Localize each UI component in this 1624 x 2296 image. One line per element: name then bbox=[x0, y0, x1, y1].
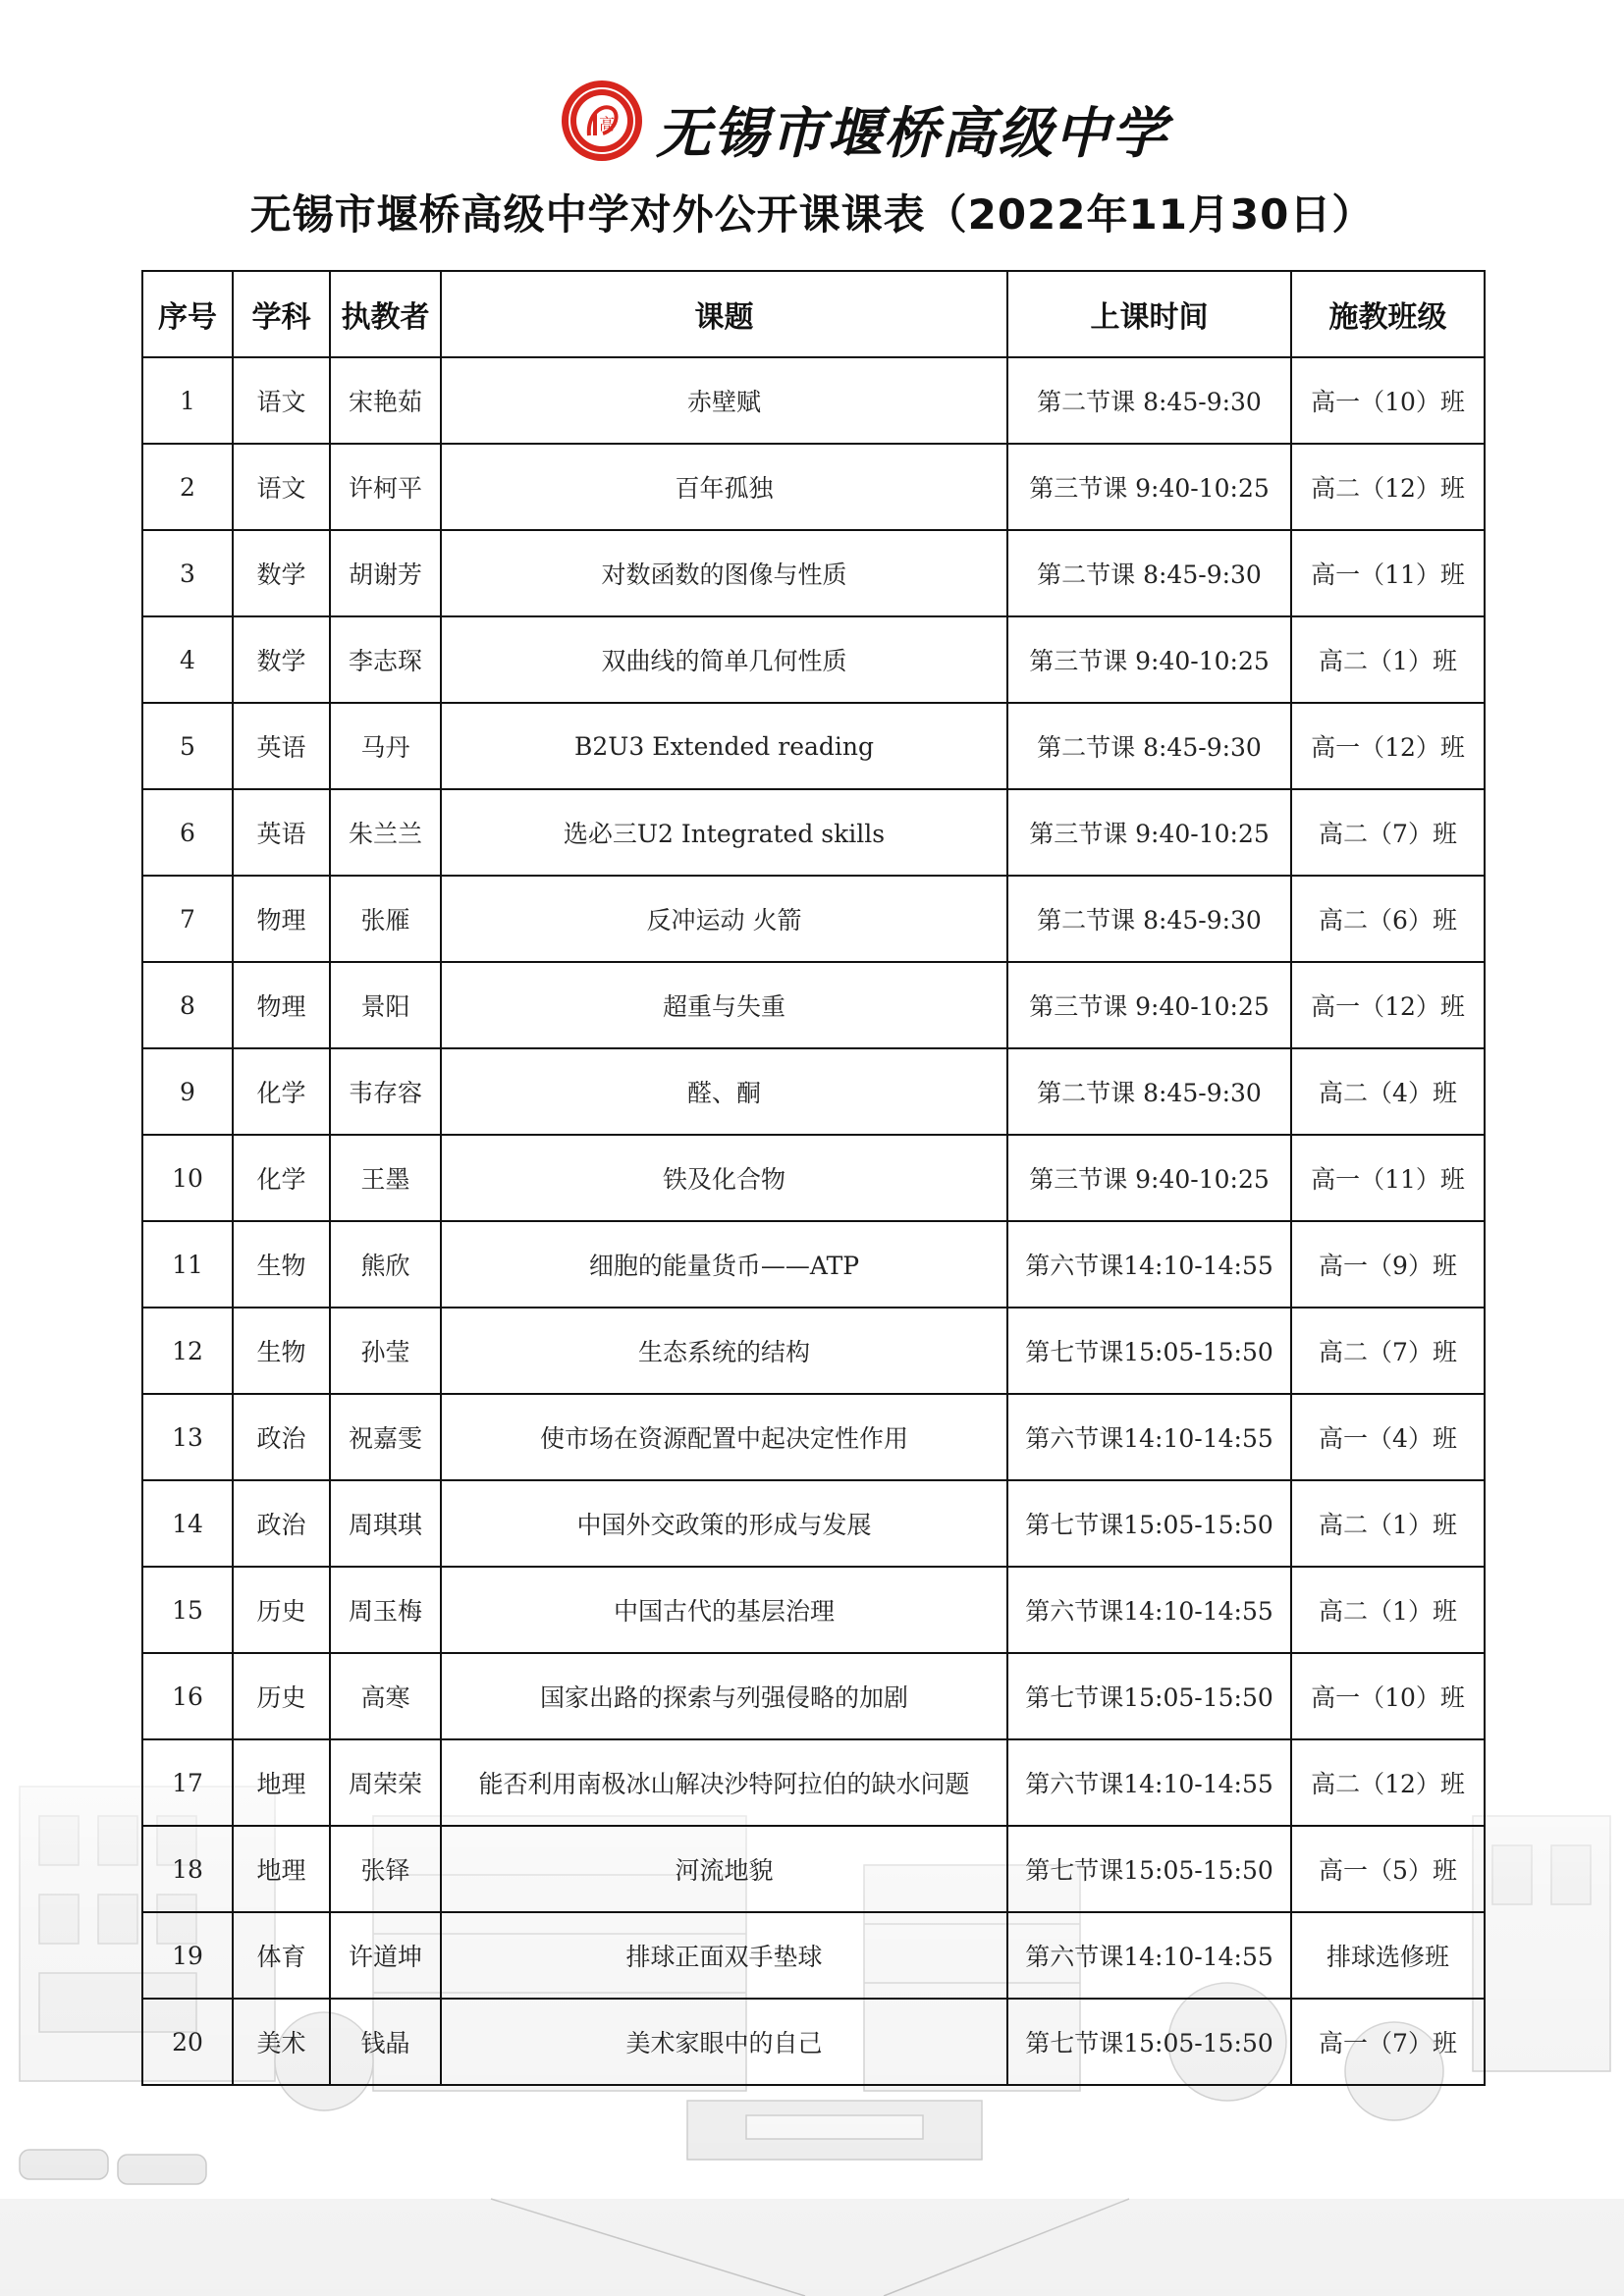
cell-teacher: 张铎 bbox=[330, 1826, 441, 1912]
cell-class: 高一（11）班 bbox=[1291, 1135, 1485, 1221]
cell-time: 第七节课15:05-15:50 bbox=[1007, 1999, 1291, 2085]
cell-subject: 体育 bbox=[233, 1912, 330, 1999]
cell-subject: 化学 bbox=[233, 1135, 330, 1221]
cell-subject: 历史 bbox=[233, 1567, 330, 1653]
cell-subject: 数学 bbox=[233, 530, 330, 616]
cell-no: 14 bbox=[142, 1480, 233, 1567]
cell-teacher: 胡谢芳 bbox=[330, 530, 441, 616]
cell-no: 1 bbox=[142, 357, 233, 444]
table-row bbox=[142, 1480, 1485, 1567]
table-row bbox=[142, 530, 1485, 616]
table-row bbox=[142, 1912, 1485, 1999]
cell-time: 第三节课 9:40-10:25 bbox=[1007, 616, 1291, 703]
cell-topic: 双曲线的简单几何性质 bbox=[441, 616, 1007, 703]
cell-no: 5 bbox=[142, 703, 233, 789]
cell-time: 第七节课15:05-15:50 bbox=[1007, 1480, 1291, 1567]
column-header-no: 序号 bbox=[142, 271, 233, 357]
table-row bbox=[142, 444, 1485, 530]
table-row bbox=[142, 876, 1485, 962]
table-row bbox=[142, 1221, 1485, 1308]
cell-class: 高二（1）班 bbox=[1291, 1480, 1485, 1567]
school-name: 无锡市堰桥高级中学 bbox=[656, 101, 1168, 166]
cell-time: 第三节课 9:40-10:25 bbox=[1007, 444, 1291, 530]
cell-class: 高一（5）班 bbox=[1291, 1826, 1485, 1912]
cell-teacher: 张雁 bbox=[330, 876, 441, 962]
cell-class: 高一（12）班 bbox=[1291, 962, 1485, 1048]
table-header-row bbox=[142, 271, 1485, 357]
cell-time: 第二节课 8:45-9:30 bbox=[1007, 1048, 1291, 1135]
cell-topic: 中国古代的基层治理 bbox=[441, 1567, 1007, 1653]
cell-time: 第七节课15:05-15:50 bbox=[1007, 1826, 1291, 1912]
cell-subject: 物理 bbox=[233, 876, 330, 962]
cell-no: 13 bbox=[142, 1394, 233, 1480]
cell-subject: 地理 bbox=[233, 1739, 330, 1826]
table-row bbox=[142, 1308, 1485, 1394]
cell-class: 高一（10）班 bbox=[1291, 1653, 1485, 1739]
cell-topic: 细胞的能量货币——ATP bbox=[441, 1221, 1007, 1308]
cell-time: 第七节课15:05-15:50 bbox=[1007, 1308, 1291, 1394]
cell-topic: 能否利用南极冰山解决沙特阿拉伯的缺水问题 bbox=[441, 1739, 1007, 1826]
cell-topic: 醛、酮 bbox=[441, 1048, 1007, 1135]
table-row bbox=[142, 1567, 1485, 1653]
cell-no: 11 bbox=[142, 1221, 233, 1308]
cell-subject: 历史 bbox=[233, 1653, 330, 1739]
cell-class: 高二（1）班 bbox=[1291, 1567, 1485, 1653]
cell-class: 高二（6）班 bbox=[1291, 876, 1485, 962]
cell-time: 第六节课14:10-14:55 bbox=[1007, 1739, 1291, 1826]
cell-class: 高二（4）班 bbox=[1291, 1048, 1485, 1135]
cell-topic: 赤壁赋 bbox=[441, 357, 1007, 444]
cell-teacher: 钱晶 bbox=[330, 1999, 441, 2085]
cell-teacher: 宋艳茹 bbox=[330, 357, 441, 444]
cell-class: 高一（7）班 bbox=[1291, 1999, 1485, 2085]
column-header-topic: 课题 bbox=[441, 271, 1007, 357]
cell-no: 20 bbox=[142, 1999, 233, 2085]
cell-time: 第二节课 8:45-9:30 bbox=[1007, 530, 1291, 616]
cell-time: 第三节课 9:40-10:25 bbox=[1007, 1135, 1291, 1221]
cell-topic: 生态系统的结构 bbox=[441, 1308, 1007, 1394]
cell-teacher: 马丹 bbox=[330, 703, 441, 789]
cell-teacher: 许道坤 bbox=[330, 1912, 441, 1999]
cell-no: 17 bbox=[142, 1739, 233, 1826]
column-header-subject: 学科 bbox=[233, 271, 330, 357]
cell-teacher: 祝嘉雯 bbox=[330, 1394, 441, 1480]
cell-class: 高二（7）班 bbox=[1291, 789, 1485, 876]
table-row bbox=[142, 1135, 1485, 1221]
cell-teacher: 周玉梅 bbox=[330, 1567, 441, 1653]
cell-topic: 超重与失重 bbox=[441, 962, 1007, 1048]
cell-no: 18 bbox=[142, 1826, 233, 1912]
column-header-time: 上课时间 bbox=[1007, 271, 1291, 357]
cell-time: 第二节课 8:45-9:30 bbox=[1007, 703, 1291, 789]
table-row bbox=[142, 357, 1485, 444]
table-row bbox=[142, 703, 1485, 789]
table-row bbox=[142, 962, 1485, 1048]
cell-teacher: 周琪琪 bbox=[330, 1480, 441, 1567]
cell-topic: 河流地貌 bbox=[441, 1826, 1007, 1912]
cell-subject: 语文 bbox=[233, 444, 330, 530]
cell-topic: 铁及化合物 bbox=[441, 1135, 1007, 1221]
cell-subject: 政治 bbox=[233, 1480, 330, 1567]
cell-time: 第六节课14:10-14:55 bbox=[1007, 1912, 1291, 1999]
column-header-teacher: 执教者 bbox=[330, 271, 441, 357]
cell-time: 第三节课 9:40-10:25 bbox=[1007, 789, 1291, 876]
cell-subject: 美术 bbox=[233, 1999, 330, 2085]
cell-subject: 语文 bbox=[233, 357, 330, 444]
table-row bbox=[142, 1826, 1485, 1912]
cell-topic: 排球正面双手垫球 bbox=[441, 1912, 1007, 1999]
cell-teacher: 周荣荣 bbox=[330, 1739, 441, 1826]
cell-teacher: 孙莹 bbox=[330, 1308, 441, 1394]
table-row bbox=[142, 1394, 1485, 1480]
cell-topic: 国家出路的探索与列强侵略的加剧 bbox=[441, 1653, 1007, 1739]
table-row bbox=[142, 1999, 1485, 2085]
cell-topic: 反冲运动 火箭 bbox=[441, 876, 1007, 962]
table-row bbox=[142, 789, 1485, 876]
cell-time: 第六节课14:10-14:55 bbox=[1007, 1394, 1291, 1480]
cell-no: 8 bbox=[142, 962, 233, 1048]
cell-class: 高一（4）班 bbox=[1291, 1394, 1485, 1480]
cell-class: 高一（10）班 bbox=[1291, 357, 1485, 444]
table-row bbox=[142, 616, 1485, 703]
cell-no: 3 bbox=[142, 530, 233, 616]
cell-topic: B2U3 Extended reading bbox=[441, 703, 1007, 789]
cell-topic: 选必三U2 Integrated skills bbox=[441, 789, 1007, 876]
cell-no: 16 bbox=[142, 1653, 233, 1739]
cell-no: 6 bbox=[142, 789, 233, 876]
cell-no: 7 bbox=[142, 876, 233, 962]
table-row bbox=[142, 1739, 1485, 1826]
cell-teacher: 高寒 bbox=[330, 1653, 441, 1739]
cell-teacher: 李志琛 bbox=[330, 616, 441, 703]
cell-time: 第七节课15:05-15:50 bbox=[1007, 1653, 1291, 1739]
cell-subject: 英语 bbox=[233, 789, 330, 876]
letterhead bbox=[0, 79, 1624, 177]
cell-subject: 生物 bbox=[233, 1308, 330, 1394]
cell-teacher: 韦存容 bbox=[330, 1048, 441, 1135]
cell-topic: 百年孤独 bbox=[441, 444, 1007, 530]
schedule-table bbox=[141, 270, 1486, 2086]
cell-subject: 生物 bbox=[233, 1221, 330, 1308]
document-title: 无锡市堰桥高级中学对外公开课课表（2022年11月30日） bbox=[249, 190, 1375, 239]
cell-teacher: 景阳 bbox=[330, 962, 441, 1048]
svg-text:高: 高 bbox=[598, 115, 616, 133]
cell-teacher: 许柯平 bbox=[330, 444, 441, 530]
cell-time: 第六节课14:10-14:55 bbox=[1007, 1221, 1291, 1308]
cell-class: 高二（7）班 bbox=[1291, 1308, 1485, 1394]
cell-no: 15 bbox=[142, 1567, 233, 1653]
cell-subject: 英语 bbox=[233, 703, 330, 789]
cell-subject: 物理 bbox=[233, 962, 330, 1048]
cell-time: 第二节课 8:45-9:30 bbox=[1007, 876, 1291, 962]
cell-subject: 政治 bbox=[233, 1394, 330, 1480]
cell-teacher: 熊欣 bbox=[330, 1221, 441, 1308]
cell-no: 19 bbox=[142, 1912, 233, 1999]
cell-class: 高二（12）班 bbox=[1291, 1739, 1485, 1826]
cell-teacher: 朱兰兰 bbox=[330, 789, 441, 876]
cell-topic: 对数函数的图像与性质 bbox=[441, 530, 1007, 616]
cell-subject: 数学 bbox=[233, 616, 330, 703]
cell-class: 高二（1）班 bbox=[1291, 616, 1485, 703]
table-row bbox=[142, 1048, 1485, 1135]
cell-class: 高一（9）班 bbox=[1291, 1221, 1485, 1308]
cell-topic: 中国外交政策的形成与发展 bbox=[441, 1480, 1007, 1567]
cell-no: 2 bbox=[142, 444, 233, 530]
cell-subject: 地理 bbox=[233, 1826, 330, 1912]
cell-topic: 美术家眼中的自己 bbox=[441, 1999, 1007, 2085]
cell-time: 第三节课 9:40-10:25 bbox=[1007, 962, 1291, 1048]
table-row bbox=[142, 1653, 1485, 1739]
cell-time: 第二节课 8:45-9:30 bbox=[1007, 357, 1291, 444]
cell-class: 高一（12）班 bbox=[1291, 703, 1485, 789]
cell-no: 4 bbox=[142, 616, 233, 703]
cell-no: 10 bbox=[142, 1135, 233, 1221]
cell-topic: 使市场在资源配置中起决定性作用 bbox=[441, 1394, 1007, 1480]
cell-class: 高二（12）班 bbox=[1291, 444, 1485, 530]
school-seal-icon bbox=[560, 79, 644, 163]
table-body bbox=[142, 357, 1485, 2085]
cell-class: 高一（11）班 bbox=[1291, 530, 1485, 616]
cell-teacher: 王墨 bbox=[330, 1135, 441, 1221]
column-header-class: 施教班级 bbox=[1291, 271, 1485, 357]
cell-class: 排球选修班 bbox=[1291, 1912, 1485, 1999]
cell-subject: 化学 bbox=[233, 1048, 330, 1135]
cell-time: 第六节课14:10-14:55 bbox=[1007, 1567, 1291, 1653]
cell-no: 9 bbox=[142, 1048, 233, 1135]
cell-no: 12 bbox=[142, 1308, 233, 1394]
